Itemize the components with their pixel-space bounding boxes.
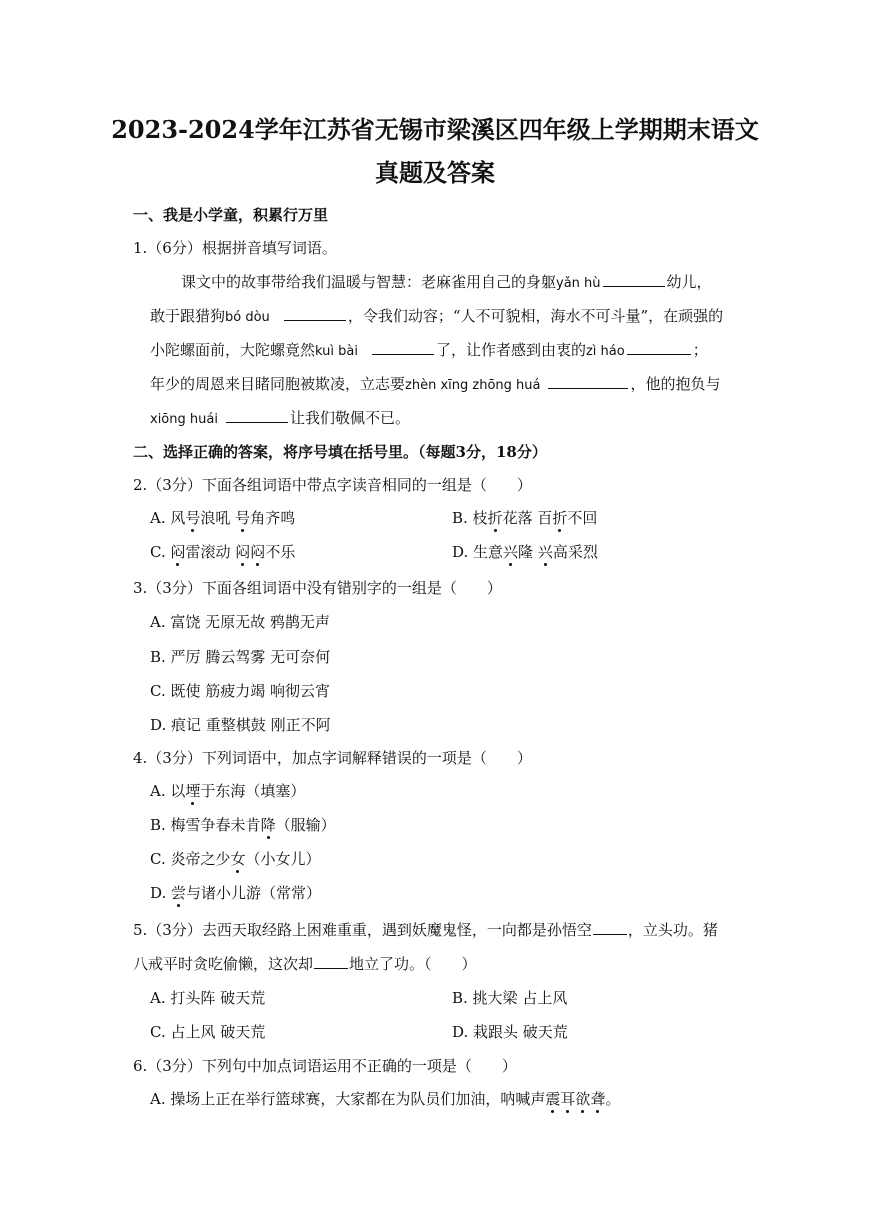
text: 地立了功。（ ） [349, 955, 477, 973]
q2-option-a[interactable] [150, 508, 295, 528]
q2-option-c[interactable] [150, 542, 295, 562]
dotted-char: 兴 [537, 543, 553, 561]
pinyin-5: zhèn xīng zhōng huá [405, 378, 541, 393]
answer-blank-1[interactable] [603, 272, 665, 287]
dotted-char: 闷 [250, 543, 266, 561]
q1-passage-line5 [150, 408, 410, 430]
q5-stem-line2 [133, 954, 477, 974]
text: 让我们敬佩不已。 [289, 409, 410, 427]
q4-option-a[interactable] [150, 781, 305, 801]
text: ； [692, 341, 708, 359]
text: 不回 [567, 509, 598, 527]
pinyin-3: kuì bài [315, 344, 358, 359]
section2-heading: 二、选择正确的答案，将序号填在括号里。（每题3分，18分） [133, 443, 547, 461]
q5-option-d[interactable]: D. 栽跟头 破天荒 [452, 1023, 568, 1041]
dotted-char: 闷 [170, 543, 186, 561]
dotted-char: 堙 [185, 782, 201, 800]
dotted-char: 闷 [235, 543, 251, 561]
text: B. 梅雪争春未肯 [150, 816, 261, 834]
dotted-char: 耳 [560, 1090, 576, 1108]
q3-stem: 3.（3分）下面各组词语中没有错别字的一组是（ ） [133, 579, 502, 597]
pinyin-2: bó dòu [225, 310, 270, 325]
q3-option-b[interactable]: B. 严厉 腾云驾雾 无可奈何 [150, 648, 331, 666]
text: 年少的周恩来目睹同胞被欺凌，立志要 [150, 375, 406, 393]
dotted-char: 聋 [590, 1090, 606, 1108]
text: 于东海（填塞） [200, 782, 306, 800]
q6-option-a[interactable] [150, 1089, 620, 1109]
text: 课文中的故事带给我们温暖与智慧：老麻雀用自己的身躯 [181, 273, 557, 291]
text: B. 枝 [452, 509, 488, 527]
text: A. 操场上正在举行篮球赛，大家都在为队员们加油，呐喊声 [150, 1090, 546, 1108]
text: 雷滚动 [185, 543, 236, 561]
q4-option-b[interactable] [150, 815, 336, 835]
text: ，他的抱负与 [630, 375, 721, 393]
q1-stem: 1.（6分）根据拼音填写词语。 [133, 239, 337, 257]
text: 5.（3分）去西天取经路上困难重重，遇到妖魔鬼怪，一向都是孙悟空 [133, 921, 592, 939]
q2-option-d[interactable] [452, 542, 598, 562]
text: 高采烈 [552, 543, 598, 561]
q4-option-d[interactable] [150, 883, 321, 903]
q1-passage-line3 [150, 340, 708, 362]
section1-heading: 一、我是小学童，积累行万里 [133, 206, 329, 224]
answer-blank-3[interactable] [372, 340, 434, 355]
answer-blank-5[interactable] [548, 374, 628, 389]
q3-option-d[interactable]: D. 痕记 重整棋鼓 刚正不阿 [150, 716, 331, 734]
q5-option-b[interactable]: B. 挑大梁 占上风 [452, 989, 568, 1007]
dotted-char: 兴 [503, 543, 519, 561]
dotted-char: 号 [235, 509, 251, 527]
text: ，立头功。猪 [627, 921, 718, 939]
q5-option-c[interactable]: C. 占上风 破天荒 [150, 1023, 266, 1041]
text: 小陀螺面前，大陀螺竟然 [150, 341, 316, 359]
q1-passage-line4 [150, 374, 720, 396]
text: C. 炎帝之少 [150, 850, 231, 868]
q2-stem: 2.（3分）下面各组词语中带点字读音相同的一组是（ ） [133, 476, 532, 494]
text: ，令我们动容；“人不可貌相，海水不可斗量”，在顽强的 [347, 307, 724, 325]
pinyin-4: zì háo [585, 344, 625, 359]
dotted-char: 号 [185, 509, 201, 527]
q6-stem: 6.（3分）下列句中加点词语运用不正确的一项是（ ） [133, 1057, 517, 1075]
text: 角齐鸣 [250, 509, 296, 527]
q1-passage-line2 [150, 306, 723, 328]
text: 隆 [518, 543, 538, 561]
answer-blank-6[interactable] [226, 408, 288, 423]
q1-passage-line1 [181, 272, 712, 294]
text: 敢于跟猎狗 [150, 307, 226, 325]
text: 。 [605, 1090, 621, 1108]
text: A. 风 [150, 509, 186, 527]
text: D. 生意 [452, 543, 504, 561]
dotted-char: 女 [230, 850, 246, 868]
text: 不乐 [265, 543, 296, 561]
dotted-char: 震 [545, 1090, 561, 1108]
text: D. [150, 884, 172, 902]
dotted-char: 降 [260, 816, 276, 834]
text: （小女儿） [245, 850, 321, 868]
dotted-char: 尝 [171, 884, 187, 902]
pinyin-6: xiōng huái [150, 412, 218, 427]
text: （服输） [275, 816, 336, 834]
answer-blank-q5-2[interactable] [314, 954, 348, 969]
q5-stem-line1 [133, 920, 718, 940]
text: 八戒平时贪吃偷懒，这次却 [133, 955, 314, 973]
q4-stem: 4.（3分）下列词语中，加点字词解释错误的一项是（ ） [133, 749, 532, 767]
document-title-line2: 真题及答案 [375, 158, 495, 187]
q3-option-c[interactable]: C. 既使 筋疲力竭 响彻云宵 [150, 682, 331, 700]
text: 浪吼 [200, 509, 236, 527]
answer-blank-2[interactable] [284, 306, 346, 321]
pinyin-1: yǎn hù [556, 276, 601, 291]
dotted-char: 折 [552, 509, 568, 527]
text: 与诸小儿游（常常） [186, 884, 322, 902]
q5-option-a[interactable]: A. 打头阵 破天荒 [150, 989, 266, 1007]
text: 了，让作者感到由衷的 [435, 341, 586, 359]
q3-option-a[interactable]: A. 富饶 无原无故 鸦鹊无声 [150, 613, 330, 631]
answer-blank-4[interactable] [627, 340, 691, 355]
text: 幼儿， [666, 273, 712, 291]
q2-option-b[interactable] [452, 508, 597, 528]
q4-option-c[interactable] [150, 849, 321, 869]
text: C. [150, 543, 171, 561]
text: A. 以 [150, 782, 186, 800]
dotted-char: 欲 [575, 1090, 591, 1108]
text: 花落 百 [502, 509, 553, 527]
dotted-char: 折 [487, 509, 503, 527]
document-title: 2023-2024学年江苏省无锡市梁溪区四年级上学期期末语文 [111, 115, 759, 144]
answer-blank-q5-1[interactable] [593, 920, 627, 935]
